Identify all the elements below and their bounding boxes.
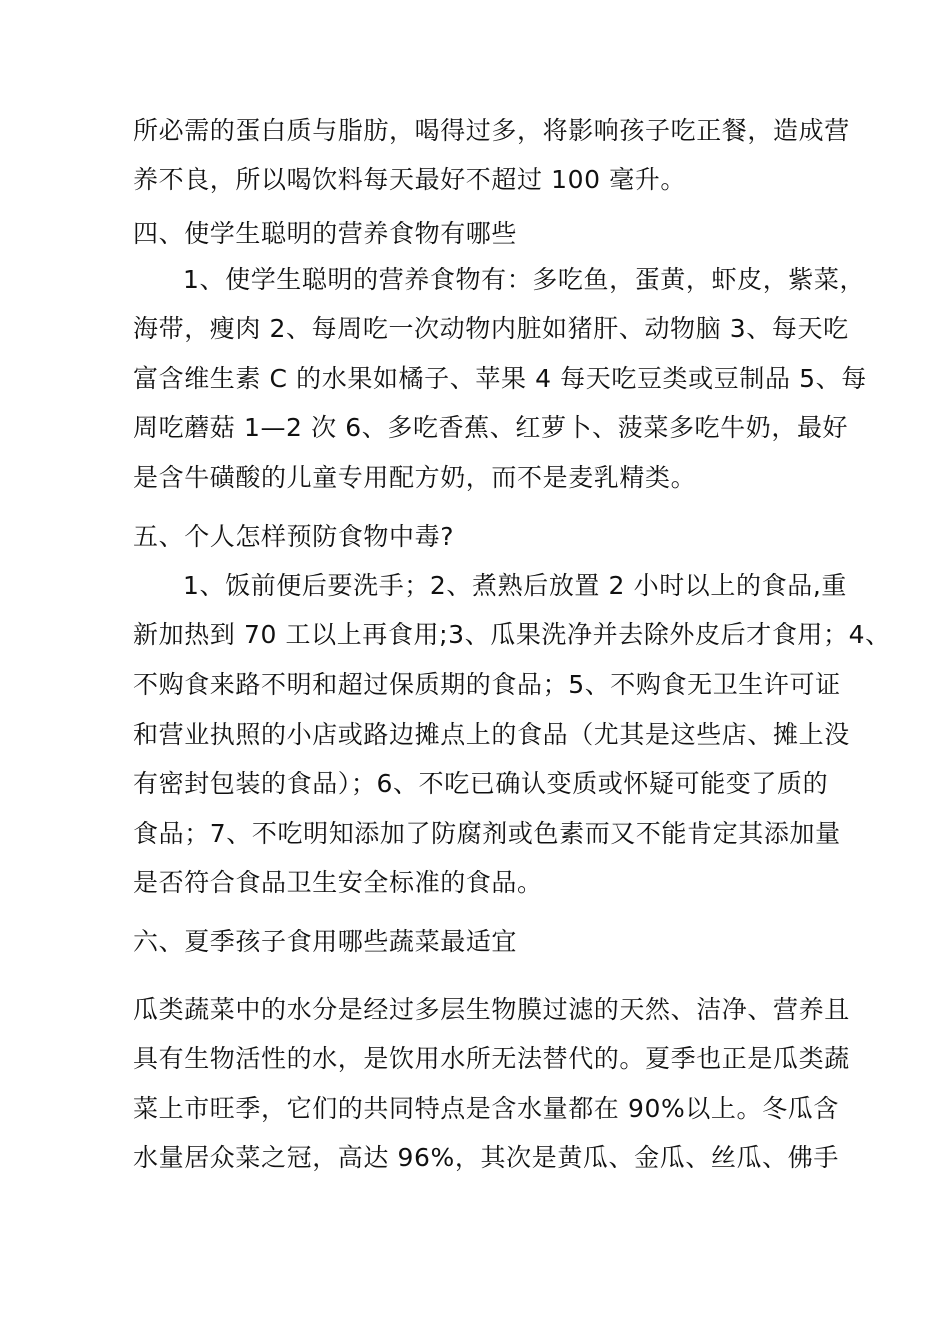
text-line: 所必需的蛋白质与脂肪，喝得过多，将影响孩子吃正餐，造成营 bbox=[133, 116, 850, 145]
text-line: 具有生物活性的水，是饮用水所无法替代的。夏季也正是瓜类蔬 bbox=[133, 1044, 850, 1073]
text-line: 有密封包装的食品）；6、不吃已确认变质或怀疑可能变了质的 bbox=[133, 769, 829, 798]
section-heading: 四、使学生聪明的营养食物有哪些 bbox=[133, 219, 518, 248]
text-line: 不购食来路不明和超过保质期的食品；5、不购食无卫生许可证 bbox=[133, 670, 841, 699]
text-line: 新加热到 70 工以上再食用;3、瓜果洗净并去除外皮后才食用；4、 bbox=[133, 620, 891, 649]
section-heading: 六、夏季孩子食用哪些蔬菜最适宜 bbox=[133, 927, 518, 956]
section-heading: 五、个人怎样预防食物中毒? bbox=[133, 522, 455, 551]
text-line: 瓜类蔬菜中的水分是经过多层生物膜过滤的天然、洁净、营养且 bbox=[133, 995, 850, 1024]
text-line: 是否符合食品卫生安全标准的食品。 bbox=[133, 868, 543, 897]
text-line: 海带，瘦肉 2、每周吃一次动物内脏如猪肝、动物脑 3、每天吃 bbox=[133, 314, 849, 343]
text-line: 食品；7、不吃明知添加了防腐剂或色素而又不能肯定其添加量 bbox=[133, 819, 841, 848]
text-line: 是含牛磺酸的儿童专用配方奶，而不是麦乳精类。 bbox=[133, 463, 697, 492]
text-line: 和营业执照的小店或路边摊点上的食品（尤其是这些店、摊上没 bbox=[133, 720, 850, 749]
text-line: 周吃蘑菇 1—2 次 6、多吃香蕉、红萝卜、菠菜多吃牛奶，最好 bbox=[133, 413, 849, 442]
text-line: 菜上市旺季，它们的共同特点是含水量都在 90%以上。冬瓜含 bbox=[133, 1094, 839, 1123]
text-line: 1、使学生聪明的营养食物有：多吃鱼，蛋黄，虾皮，紫菜， bbox=[183, 265, 866, 294]
text-line: 1、饭前便后要洗手；2、煮熟后放置 2 小时以上的食品,重 bbox=[183, 571, 847, 600]
text-line: 富含维生素 C 的水果如橘子、苹果 4 每天吃豆类或豆制品 5、每 bbox=[133, 364, 867, 393]
text-line: 养不良，所以喝饮料每天最好不超过 100 毫升。 bbox=[133, 165, 687, 194]
text-line: 水量居众菜之冠，高达 96%，其次是黄瓜、金瓜、丝瓜、佛手 bbox=[133, 1143, 839, 1172]
